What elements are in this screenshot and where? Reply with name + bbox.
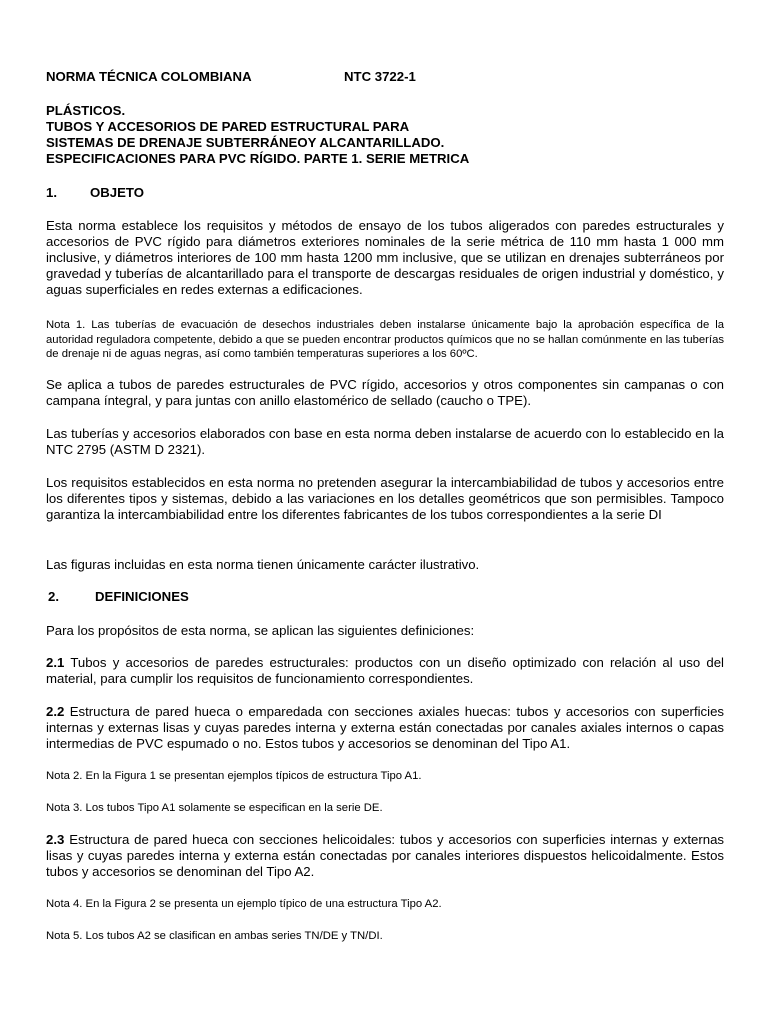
definition-text: Estructura de pared hueca o emparedada con secciones axiales huecas: tubos y accesorios con superficies internas y externas lisas y cuyas paredes interna y externa están conectadas por canales axiales internos o capas intermedias de PVC espumado o no. Estos tubos y accesorios se denominan del Tipo A1. (46, 704, 724, 751)
title-line: PLÁSTICOS. (46, 103, 126, 118)
paragraph: Esta norma establece los requisitos y métodos de ensayo de los tubos aligerados con paredes estructurales y accesorios de PVC rígido para diámetros exteriores nominales de la serie métrica de 110 mm hasta 1 000 mm inclusive, y diámetros interiores de 100 mm hasta 1200 mm inclusive, que se utilizan en drenajes subterráneos por gravedad y tuberías de alcantarillado para el transporte de descargas residuales de origen industrial y doméstico, y aguas superficiales en redes externas a edificaciones. (46, 218, 724, 297)
note: Nota 1. Las tuberías de evacuación de desechos industriales deben instalarse únicamente bajo la aprobación específica de la autoridad reguladora competente, debido a que se pueden encontrar productos químicos que no se hallan comúnmente en las tuberías de drenaje ni de aguas negras, así como también temperaturas superiores a los 60ºC. (46, 319, 724, 360)
title-line: ESPECIFICACIONES PARA PVC RÍGIDO. PARTE 1. SERIE METRICA (46, 151, 470, 166)
definition-text: Estructura de pared hueca con secciones helicoidales: tubos y accesorios con superficies internas y externas lisas y cuyas paredes interna y externa están conectadas por canales interiores dispuestos helicoidalmente. Estos tubos y accesorios se denominan del Tipo A2. (46, 832, 724, 879)
paragraph: Las figuras incluidas en esta norma tienen únicamente carácter ilustrativo. (46, 557, 480, 572)
section-heading (48, 589, 726, 605)
section-heading (46, 185, 724, 201)
definition-text: Tubos y accesorios de paredes estructurales: productos con un diseño optimizado con relación al uso del material, para cumplir los requisitos de funcionamiento correspondientes. (46, 655, 724, 686)
standard-organization: NORMA TÉCNICA COLOMBIANA (46, 69, 252, 84)
title-line: TUBOS Y ACCESORIOS DE PARED ESTRUCTURAL PARA (46, 119, 410, 134)
section-title: OBJETO (90, 185, 144, 200)
paragraph: Las tuberías y accesorios elaborados con base en esta norma deben instalarse de acuerdo con lo establecido en la NTC 2795 (ASTM D 2321). (46, 426, 724, 457)
definition-number: 2.1 (46, 655, 65, 670)
section-number: 1. (46, 185, 57, 200)
note: Nota 5. Los tubos A2 se clasifican en ambas series TN/DE y TN/DI. (46, 930, 383, 942)
section-number: 2. (48, 589, 59, 604)
title-line: SISTEMAS DE DRENAJE SUBTERRÁNEOY ALCANTARILLADO. (46, 135, 445, 150)
document-title (46, 103, 724, 167)
standard-code: NTC 3722-1 (344, 69, 416, 84)
note: Nota 3. Los tubos Tipo A1 solamente se especifican en la serie DE. (46, 802, 383, 814)
definition-number: 2.3 (46, 832, 65, 847)
section-title: DEFINICIONES (95, 589, 189, 604)
paragraph: Para los propósitos de esta norma, se aplican las siguientes definiciones: (46, 623, 475, 638)
paragraph: Los requisitos establecidos en esta norma no pretenden asegurar la intercambiabilidad de tubos y accesorios entre los diferentes tipos y sistemas, debido a las variaciones en los detalles geométricos que son permisibles. Tampoco garantiza la intercambiabilidad entre los diferentes fabricantes de los tubos correspondientes a la serie DI (46, 475, 724, 522)
standard-header (46, 69, 724, 85)
definition-number: 2.2 (46, 704, 65, 719)
definition-2-3 (46, 832, 724, 880)
paragraph: Se aplica a tubos de paredes estructurales de PVC rígido, accesorios y otros componentes sin campanas o con campana íntegral, y para juntas con anillo elastomérico de sellado (caucho o TPE). (46, 377, 724, 408)
note: Nota 2. En la Figura 1 se presentan ejemplos típicos de estructura Tipo A1. (46, 770, 422, 782)
definition-2-2 (46, 704, 724, 752)
note: Nota 4. En la Figura 2 se presenta un ejemplo típico de una estructura Tipo A2. (46, 898, 442, 910)
definition-2-1 (46, 655, 724, 687)
